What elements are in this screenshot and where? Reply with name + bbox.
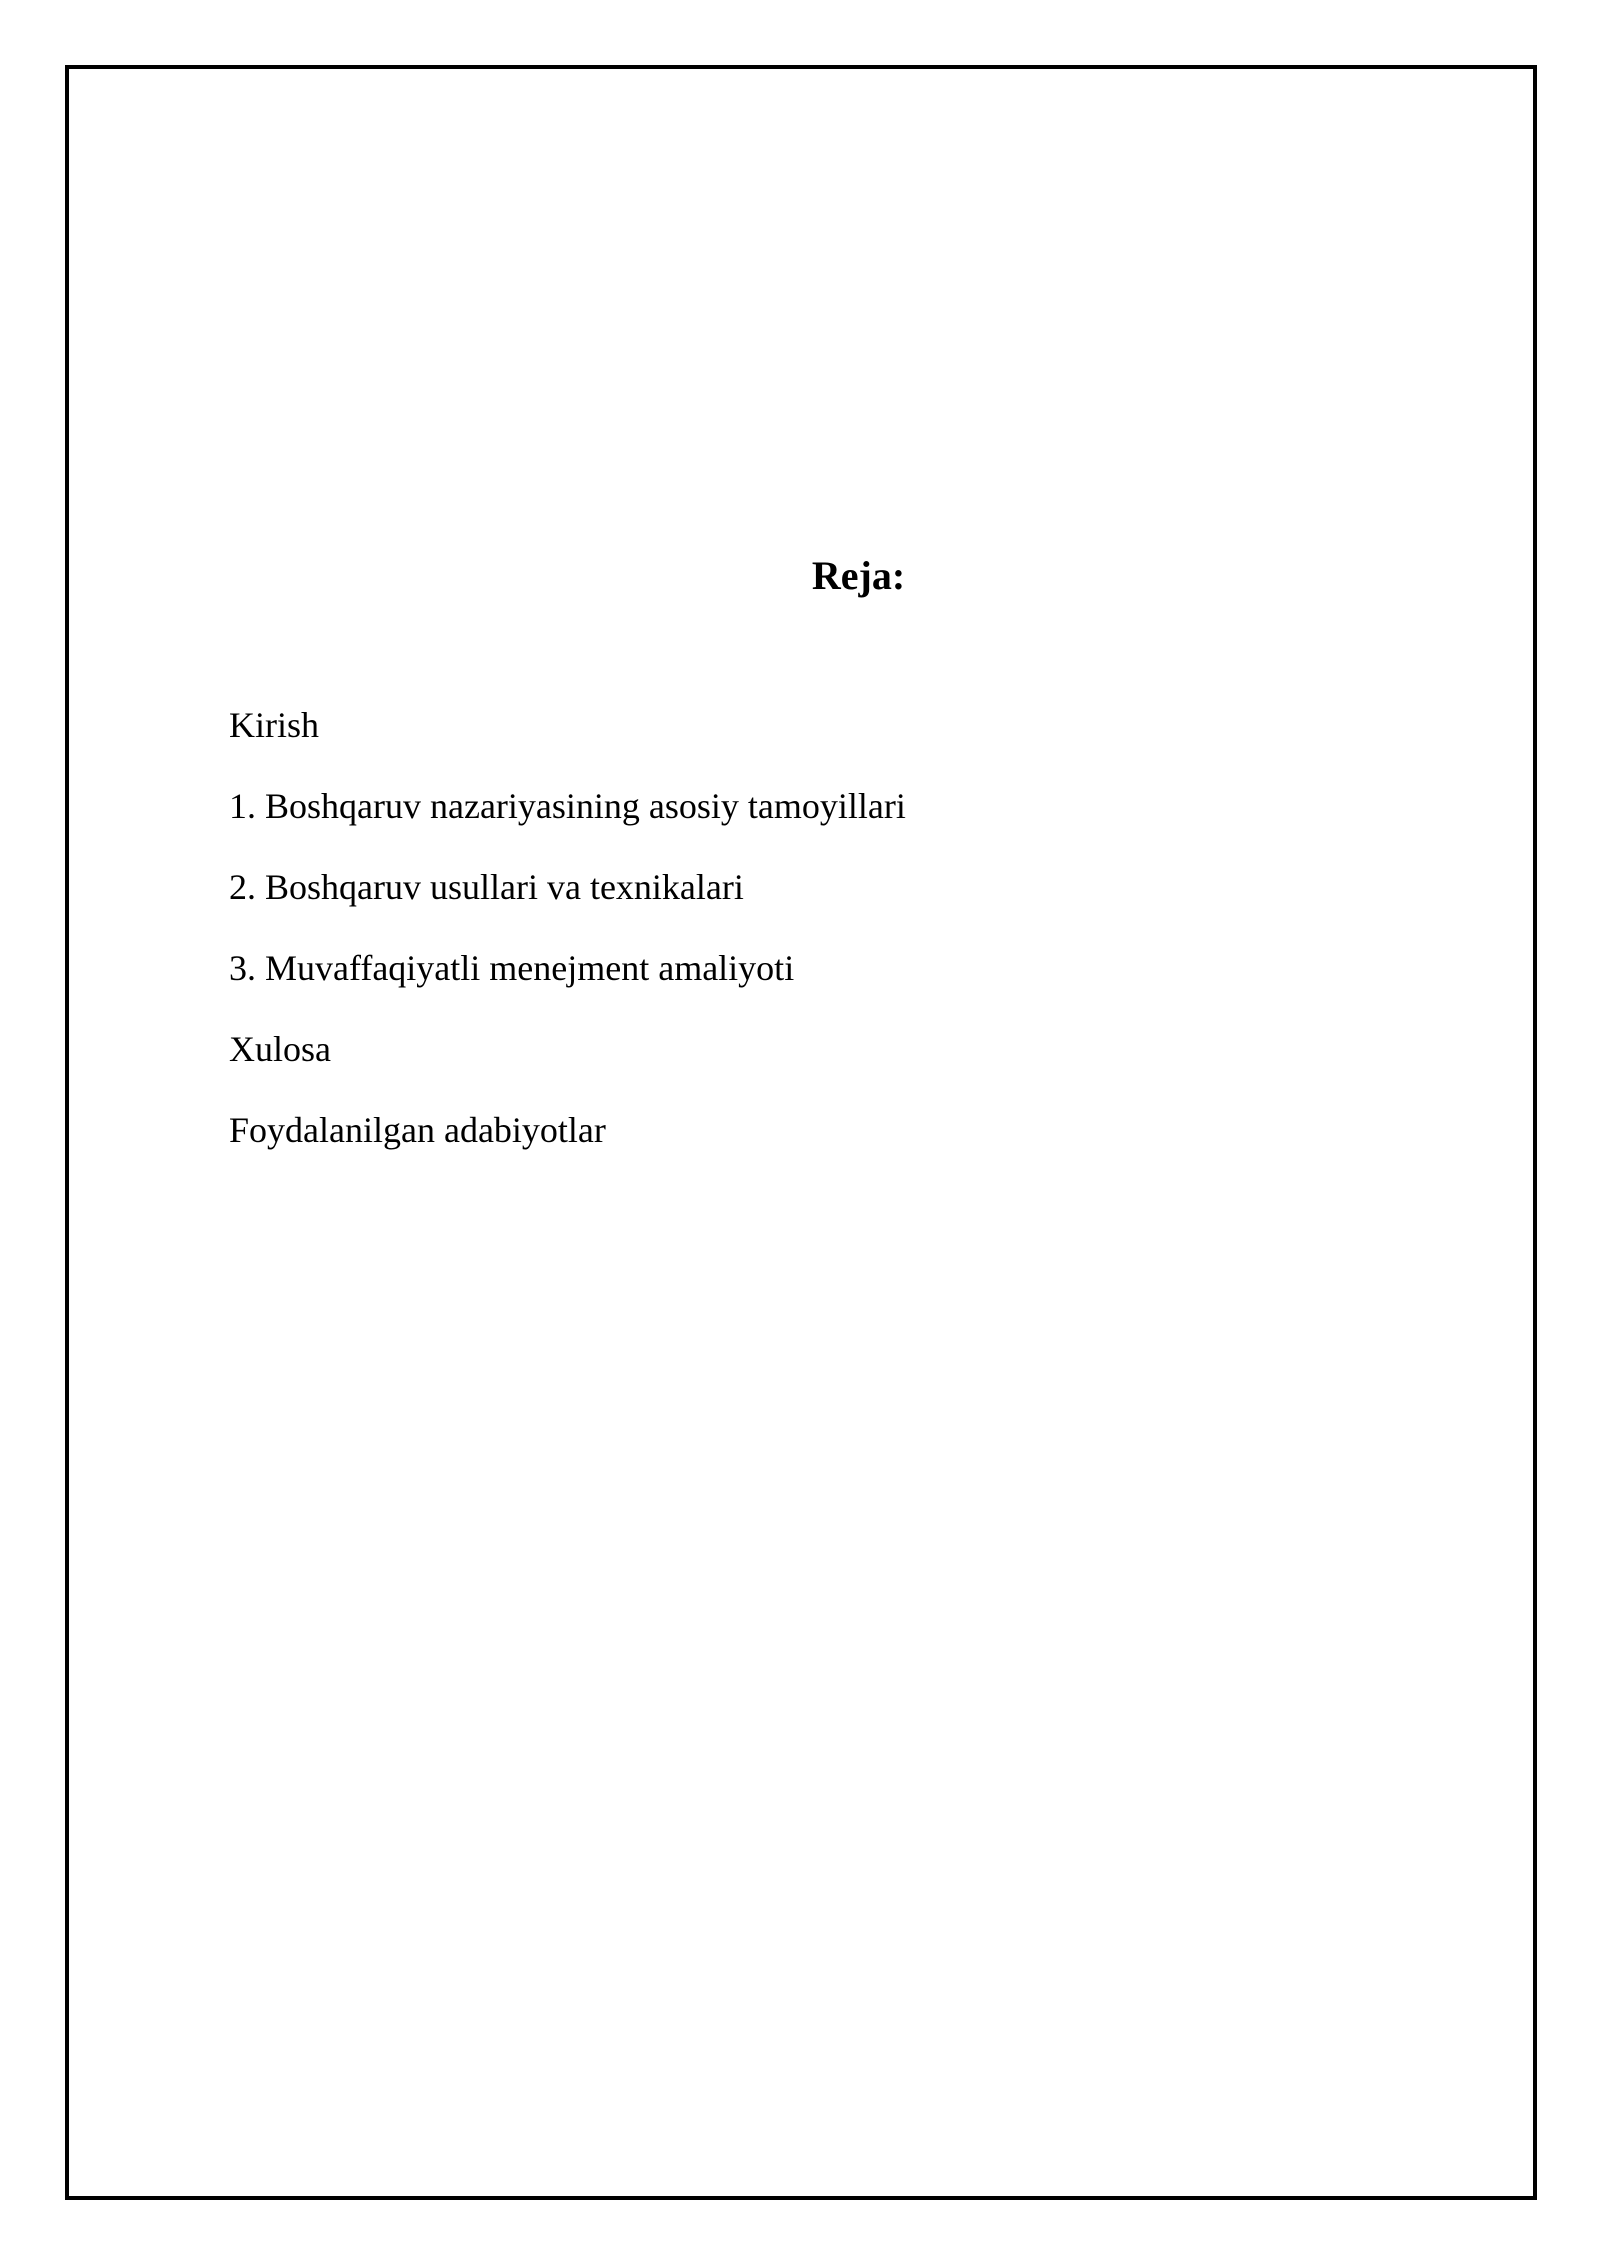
plan-item-section-2: 2. Boshqaruv usullari va texnikalari — [229, 867, 744, 907]
plan-item-conclusion: Xulosa — [229, 1029, 331, 1069]
plan-item-section-3: 3. Muvaffaqiyatli menejment amaliyoti — [229, 948, 795, 988]
page-title: Reja: — [811, 553, 906, 598]
plan-list — [229, 697, 906, 1183]
plan-item-introduction: Kirish — [229, 705, 319, 745]
plan-item-references: Foydalanilgan adabiyotlar — [229, 1110, 606, 1150]
plan-item-section-1: 1. Boshqaruv nazariyasining asosiy tamoyillari — [229, 786, 906, 826]
